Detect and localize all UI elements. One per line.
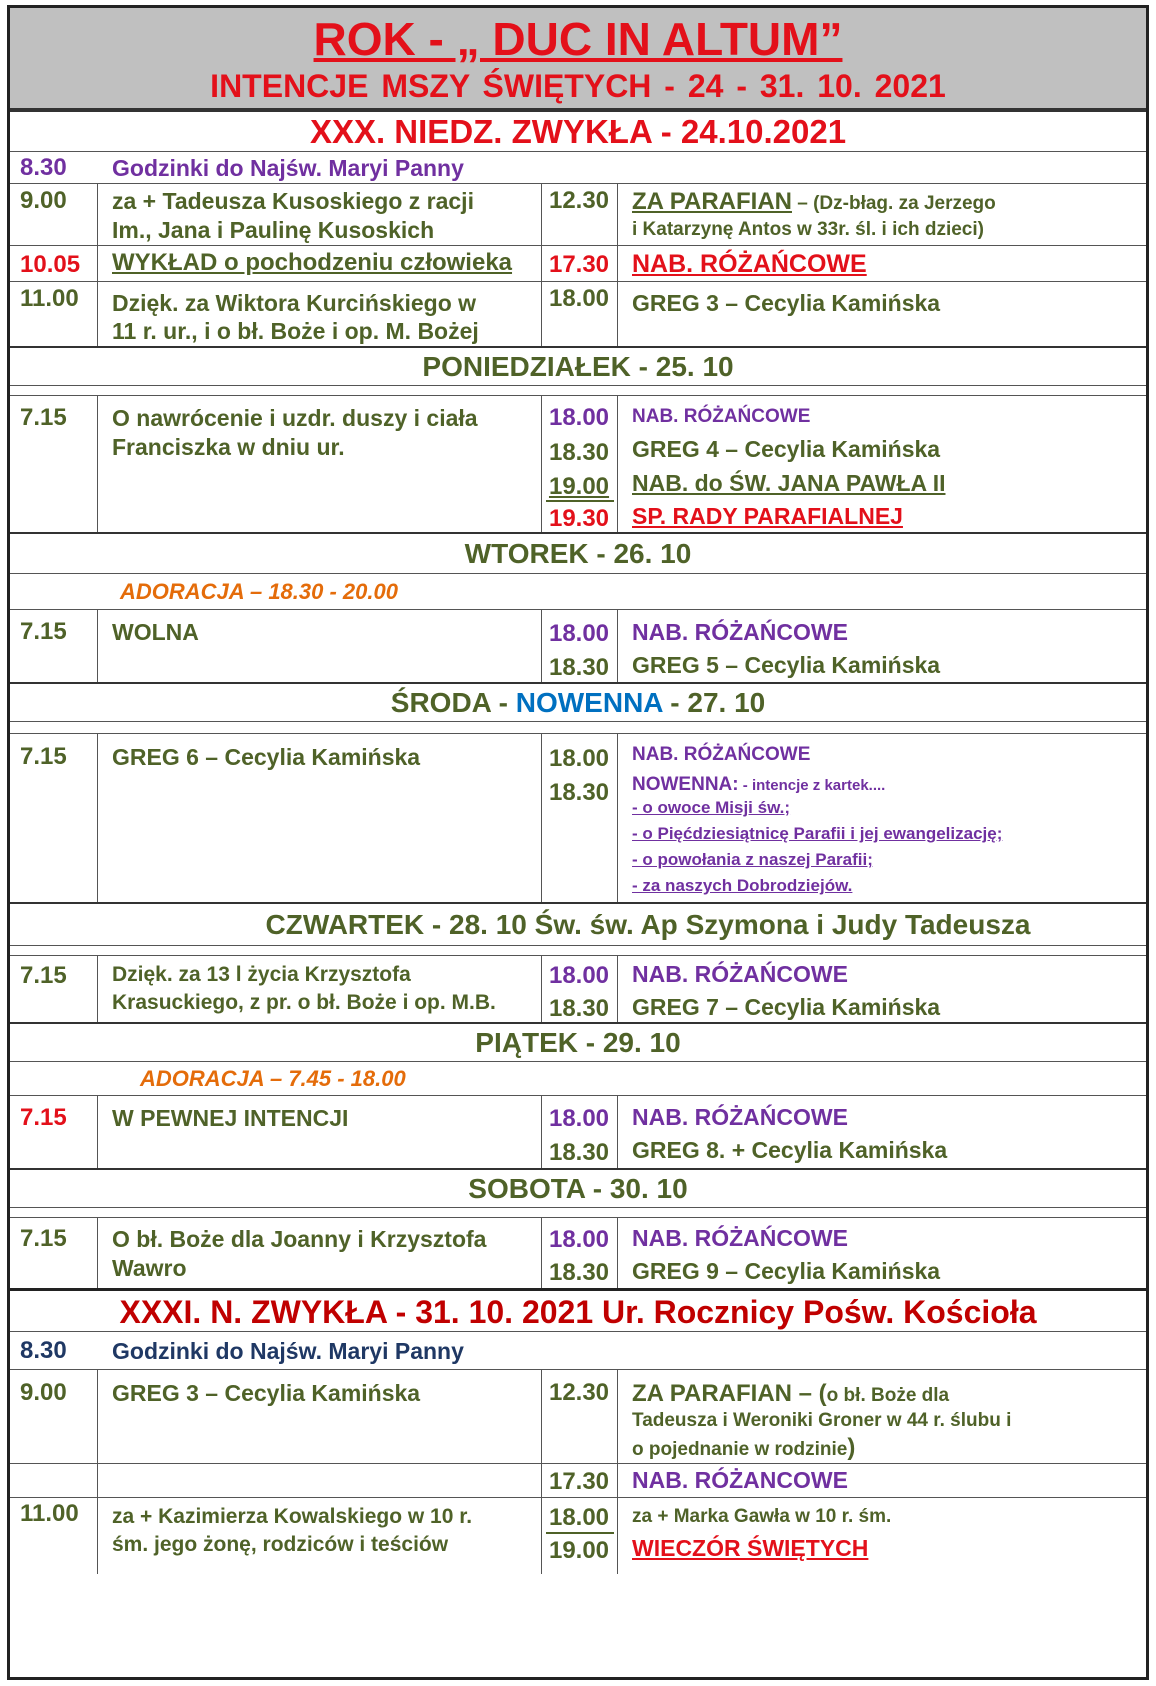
rosary-label: NAB. RÓŻAŃCOWE: [632, 1104, 848, 1130]
mass-intention: GREG 3 – Cecylia Kamińska: [632, 290, 941, 316]
schedule-frame: [7, 5, 1149, 1680]
day-header-saturday: [10, 1168, 1146, 1208]
mass-row: [10, 734, 1146, 902]
day-title: ŚRODA -: [390, 687, 516, 718]
adoration-label: ADORACJA – 18.30 - 20.00: [120, 579, 398, 604]
day-title: XXX. NIEDZ. ZWYKŁA - 24.10.2021: [309, 113, 847, 150]
mass-intention: GREG 5 – Cecylia Kamińska: [632, 652, 941, 678]
mass-time: 7.15: [20, 743, 67, 770]
mass-row: [10, 1498, 1146, 1574]
mass-time: 18.00: [548, 1504, 610, 1531]
mass-row: [10, 246, 1146, 282]
mass-intention: O bł. Boże dla Joanny i Krzysztofa: [112, 1226, 487, 1252]
novena-intention: - za naszych Dobrodziejów.: [632, 876, 853, 895]
mass-time: 12.30: [548, 187, 610, 214]
mass-time: 18.30: [548, 654, 610, 681]
day-title: WTOREK - 26. 10: [464, 538, 692, 569]
council-meeting-label: SP. RADY PARAFIALNEJ: [632, 503, 903, 529]
mass-row: [10, 1218, 1146, 1288]
novena-intention: - o powołania z naszej Parafii;: [632, 850, 873, 869]
mass-intention-cont: Franciszka w dniu ur.: [112, 434, 345, 460]
mass-intention-cont: i Katarzynę Antos w 33r. śl. i ich dzieci): [632, 219, 984, 240]
mass-intention: za + Kazimierza Kowalskiego w 10 r.: [112, 1505, 473, 1528]
mass-time: 18.00: [548, 745, 610, 772]
mass-row: [10, 184, 1146, 246]
mass-intention: GREG 4 – Cecylia Kamińska: [632, 436, 941, 462]
mass-row: [10, 1370, 1146, 1464]
mass-time: 7.15: [20, 404, 67, 431]
page-title: ROK - „ DUC IN ALTUM”: [313, 13, 843, 65]
mass-time: 18.30: [548, 779, 610, 806]
mass-row: [10, 1096, 1146, 1168]
godzinki-row: [10, 152, 1146, 184]
rosary-label: NAB. RÓŻAŃCOWE: [632, 1225, 848, 1251]
day-title: PIĄTEK - 29. 10: [475, 1027, 681, 1058]
mass-intention-cont: Krasuckiego, z pr. o bł. Boże i op. M.B.: [112, 991, 496, 1014]
day-title: SOBOTA - 30. 10: [468, 1173, 688, 1204]
mass-row: [10, 1464, 1146, 1498]
mass-time: 19.00: [548, 1537, 610, 1564]
page-subtitle: INTENCJE MSZY ŚWIĘTYCH - 24 - 31. 10. 2021: [210, 68, 946, 104]
mass-intention: GREG 6 – Cecylia Kamińska: [112, 744, 421, 770]
mass-time: 18.30: [548, 439, 610, 466]
novena-note: - intencje z kartek....: [738, 777, 886, 794]
parish-intention-label: ZA PARAFIAN: [632, 188, 792, 215]
mass-time: 18.00: [548, 1226, 610, 1253]
mass-row: [10, 396, 1146, 532]
godzinki-row: [10, 1332, 1146, 1370]
mass-intention: o bł. Boże dla: [826, 1385, 950, 1406]
mass-time: 9.00: [20, 1379, 67, 1406]
day-header-friday: [10, 1022, 1146, 1062]
rosary-label: NAB. RÓŻANCOWE: [632, 1467, 848, 1493]
novena-badge: NOWENNA: [515, 687, 663, 718]
novena-intention: - o owoce Misji św.;: [632, 798, 791, 817]
day-header-monday: [10, 346, 1146, 386]
mass-intention-cont: Im., Jana i Paulinę Kusoskich: [112, 217, 435, 243]
mass-time: 18.00: [548, 404, 610, 431]
mass-intention-cont: Tadeusza i Weroniki Groner w 44 r. ślubu i: [632, 1410, 1012, 1431]
rosary-label: NAB. RÓŻAŃCOWE: [632, 961, 848, 987]
all-saints-evening-label: WIECZÓR ŚWIĘTYCH: [632, 1535, 869, 1561]
mass-time: 11.00: [20, 285, 79, 312]
mass-time: 18.00: [548, 285, 610, 312]
adoration-row: [10, 1062, 1146, 1096]
mass-time: 18.30: [548, 995, 610, 1022]
rosary-label: NAB. RÓŻAŃCOWE: [632, 619, 848, 645]
mass-intention: za + Marka Gawła w 10 r. śm.: [632, 1506, 892, 1527]
mass-intention: O nawrócenie i uzdr. duszy i ciała: [112, 405, 478, 431]
mass-time: 18.30: [548, 1139, 610, 1166]
mass-time: 11.00: [20, 1500, 79, 1527]
day-header-thursday: [10, 902, 1146, 946]
mass-intention: WOLNA: [112, 619, 199, 645]
day-header-sunday-24: [10, 110, 1146, 152]
mass-time: 12.30: [548, 1379, 610, 1406]
page-header: [10, 8, 1146, 110]
mass-intention: Godzinki do Najśw. Maryi Panny: [112, 1338, 464, 1364]
mass-time: 18.30: [548, 1259, 610, 1286]
mass-intention: GREG 7 – Cecylia Kamińska: [632, 994, 941, 1020]
day-header-tuesday: [10, 532, 1146, 574]
day-header-sunday-31: [10, 1288, 1146, 1332]
mass-intention-cont: Wawro: [112, 1255, 187, 1281]
mass-intention: GREG 8. + Cecylia Kamińska: [632, 1137, 948, 1163]
mass-intention: Dzięk. za Wiktora Kurcińskiego w: [112, 290, 477, 316]
mass-time: 19.00: [548, 473, 610, 500]
mass-intention: W PEWNEJ INTENCJI: [112, 1105, 349, 1131]
mass-time: 19.30: [548, 505, 610, 532]
rosary-label: NAB. RÓŻAŃCOWE: [632, 744, 811, 765]
mass-intention-cont: o pojednanie w rodzinie: [632, 1439, 848, 1460]
novena-label: NOWENNA:: [632, 774, 739, 795]
parish-intention-label: ZA PARAFIAN – (: [632, 1380, 827, 1407]
mass-row: [10, 956, 1146, 1022]
closing-paren: ): [847, 1434, 856, 1461]
day-title: XXXI. N. ZWYKŁA - 31. 10. 2021 Ur. Rocznicy Pośw. Kościoła: [119, 1294, 1037, 1330]
mass-time: 7.15: [20, 962, 67, 989]
day-date: - 27. 10: [662, 687, 766, 718]
mass-intention: – (Dz-błag. za Jerzego: [791, 193, 996, 214]
novena-intention: - o Pięćdziesiątnicę Parafii i jej ewangelizację;: [632, 824, 1003, 843]
mass-time: 18.00: [548, 620, 610, 647]
mass-intention: GREG 3 – Cecylia Kamińska: [112, 1380, 421, 1406]
day-title: CZWARTEK - 28. 10 Św. św. Ap Szymona i Judy Tadeusza: [265, 909, 1031, 940]
novena-label: NAB. do ŚW. JANA PAWŁA II: [632, 470, 946, 496]
day-title: PONIEDZIAŁEK - 25. 10: [422, 351, 734, 382]
mass-time: 18.00: [548, 1105, 610, 1132]
mass-intention-cont: 11 r. ur., i o bł. Boże i op. M. Bożej: [112, 318, 479, 344]
mass-time: 7.15: [20, 1104, 67, 1131]
mass-time: 17.30: [548, 1468, 610, 1495]
day-header-wednesday: [10, 682, 1146, 722]
mass-time: 17.30: [548, 251, 610, 278]
mass-time: 10.05: [20, 251, 81, 278]
mass-intention: Godzinki do Najśw. Maryi Panny: [112, 155, 464, 181]
rosary-label: NAB. RÓŻAŃCOWE: [632, 250, 867, 278]
lecture-title: WYKŁAD o pochodzeniu człowieka: [112, 249, 513, 276]
adoration-row: [10, 574, 1146, 610]
mass-time: 18.00: [548, 962, 610, 989]
mass-intention-cont: śm. jego żonę, rodziców i teściów: [112, 1533, 449, 1556]
mass-time: 7.15: [20, 618, 67, 645]
mass-time: 7.15: [20, 1225, 67, 1252]
mass-time: 9.00: [20, 187, 67, 214]
mass-row: [10, 610, 1146, 682]
mass-intention: za + Tadeusza Kusoskiego z racji: [112, 188, 474, 214]
adoration-label: ADORACJA – 7.45 - 18.00: [140, 1066, 406, 1091]
mass-time: 8.30: [20, 1337, 67, 1364]
rosary-label: NAB. RÓŻAŃCOWE: [632, 406, 811, 427]
mass-time: 8.30: [20, 154, 67, 181]
mass-intention: Dzięk. za 13 l życia Krzysztofa: [112, 963, 411, 986]
mass-row: [10, 282, 1146, 346]
mass-intention: GREG 9 – Cecylia Kamińska: [632, 1258, 941, 1284]
